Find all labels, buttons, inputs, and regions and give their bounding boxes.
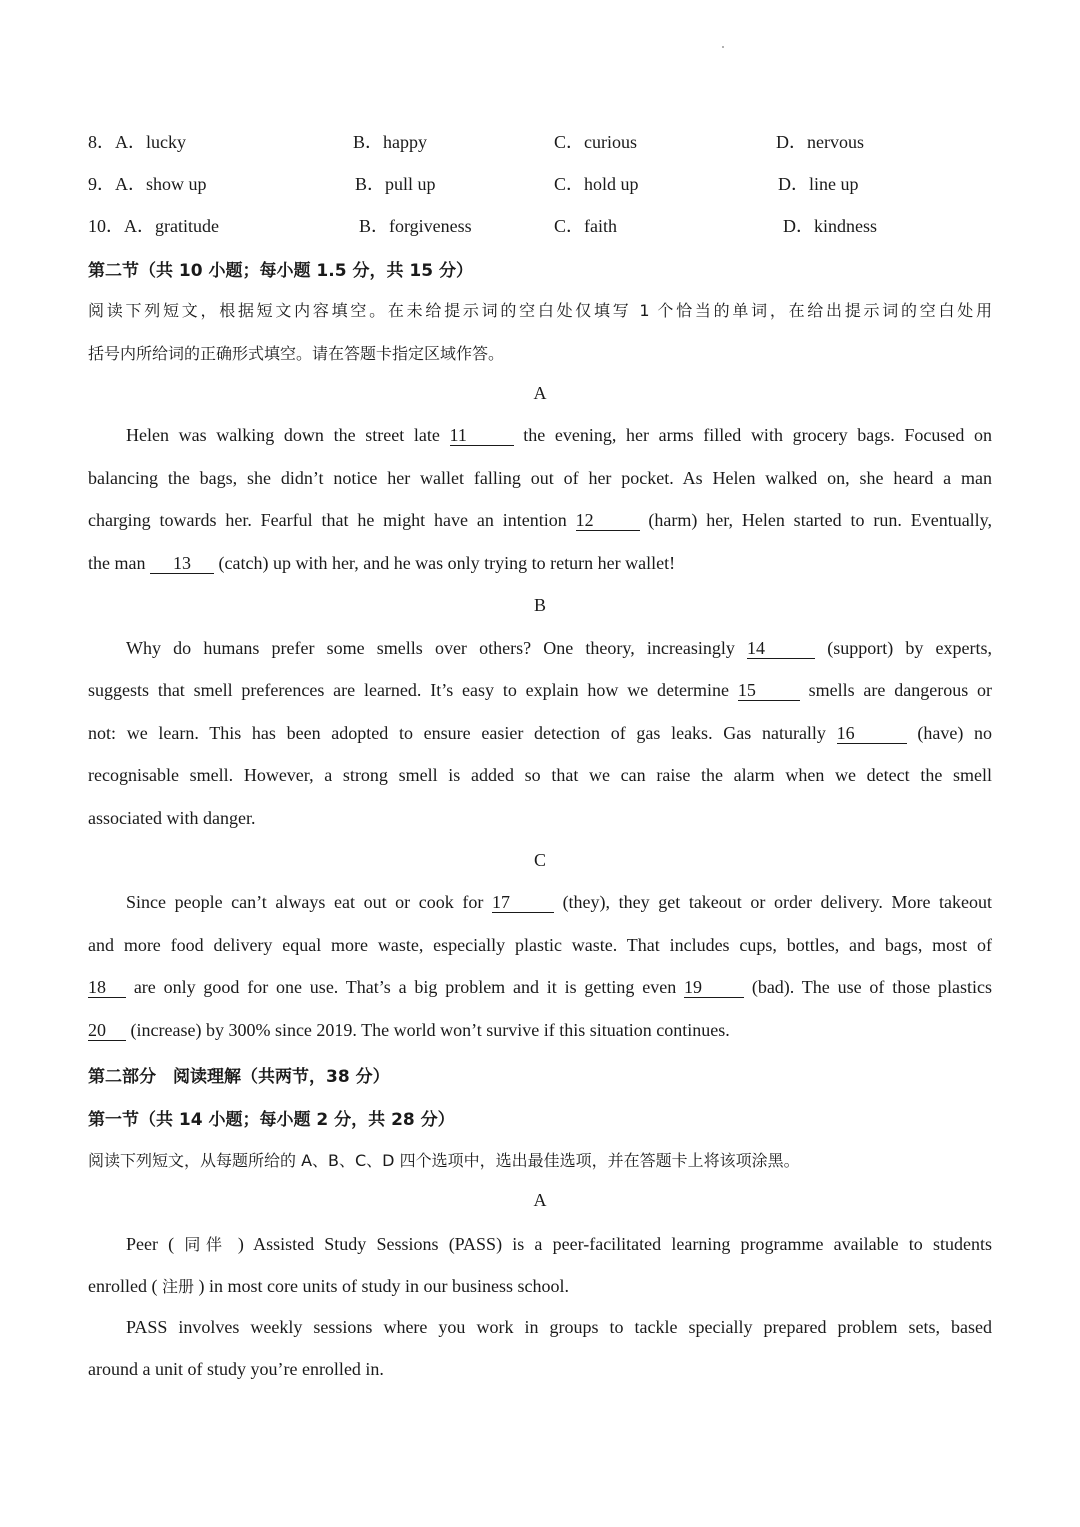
blank-13[interactable]: 13 [150, 554, 214, 574]
q10-option-d[interactable]: D．kindness [783, 216, 877, 236]
passage-a-line2: balancing the bags, she didn’t notice her wallet falling out of her pocket. As Helen walked on, she heard a man [88, 468, 992, 488]
q10-option-b[interactable]: B．forgiveness [359, 216, 472, 236]
q10-option-c[interactable]: C．faith [554, 216, 617, 236]
part2-section1-title: 第一节（共 14 小题；每小题 2 分，共 28 分） [88, 1110, 455, 1130]
blank-14[interactable]: 14 [747, 639, 815, 659]
section2-instruction-line1: 阅读下列短文，根据短文内容填空。在未给提示词的空白处仅填写 1 个恰当的单词，在给出提示词的空白处用 [88, 301, 992, 320]
passage-c-line1 [126, 892, 992, 913]
passage-b-line2 [88, 680, 992, 701]
blank-12[interactable]: 12 [576, 511, 640, 531]
passage-a-label: A [533, 383, 547, 403]
passage-a-text: the man [88, 553, 146, 573]
passage-a-text: charging towards her. Fearful that he might have an intention [88, 510, 567, 530]
reading-a-label: A [533, 1190, 547, 1210]
question-10-options [88, 212, 1008, 242]
page-mark [722, 46, 724, 48]
passage-b-label: B [533, 595, 546, 615]
reading-a-gloss: 同伴 [184, 1235, 228, 1254]
blank-11[interactable]: 11 [450, 426, 514, 446]
passage-b-text: Why do humans prefer some smells over others? One theory, increasingly [126, 638, 735, 658]
q9-option-a[interactable]: 9．A．show up [88, 174, 207, 194]
blank-16[interactable]: 16 [837, 724, 907, 744]
passage-c-text: (increase) by 300% since 2019. The world won’t survive if this situation continues. [130, 1020, 730, 1040]
passage-a-text: (catch) up with her, and he was only trying to return her wallet! [218, 553, 676, 573]
question-9-options [88, 170, 1008, 200]
section2-instruction-line2: 括号内所给词的正确形式填空。请在答题卡指定区域作答。 [88, 344, 505, 363]
part2-instruction: 阅读下列短文，从每题所给的 A、B、C、D 四个选项中，选出最佳选项，并在答题卡上将该项涂黑。 [88, 1151, 800, 1170]
passage-b-text: smells are dangerous or [808, 680, 993, 700]
passage-c-text: Since people can’t always eat out or cook for [126, 892, 484, 912]
q9-option-d[interactable]: D．line up [778, 174, 859, 194]
passage-b-text: suggests that smell preferences are learned. It’s easy to explain how we determine [88, 680, 729, 700]
reading-a-text: Peer ( [126, 1234, 175, 1254]
q8-option-c[interactable]: C．curious [554, 132, 637, 152]
passage-b-text: (support) by experts, [827, 638, 993, 658]
passage-b-line4: recognisable smell. However, a strong smell is added so that we can raise the alarm when we detect the smell [88, 765, 992, 785]
q8-option-b[interactable]: B．happy [353, 132, 427, 152]
passage-b-line1 [126, 638, 992, 659]
reading-a-line3: PASS involves weekly sessions where you work in groups to tackle specially prepared problem sets, based [126, 1317, 992, 1337]
blank-19[interactable]: 19 [684, 978, 744, 998]
passage-a-line4 [88, 553, 675, 574]
reading-a-gloss: 注册 [161, 1277, 194, 1296]
reading-a-line1 [126, 1232, 992, 1255]
passage-c-text: (bad). The use of those plastics [751, 977, 992, 997]
question-8-options [88, 128, 1008, 158]
passage-a-line3 [88, 510, 992, 531]
passage-a-line1 [126, 425, 992, 446]
passage-a-text: the evening, her arms filled with grocery bags. Focused on [523, 425, 993, 445]
reading-a-line2 [88, 1274, 569, 1297]
reading-a-text: ) in most core units of study in our business school. [198, 1276, 569, 1296]
passage-b-text: not: we learn. This has been adopted to ensure easier detection of gas leaks. Gas naturally [88, 723, 826, 743]
passage-b-line3 [88, 723, 992, 744]
q8-option-a[interactable]: 8．A．lucky [88, 132, 186, 152]
reading-a-line4: around a unit of study you’re enrolled in. [88, 1359, 384, 1379]
passage-c-line3 [88, 977, 992, 998]
passage-c-text: are only good for one use. That’s a big problem and it is getting even [133, 977, 677, 997]
passage-c-text: (they), they get takeout or order delivery. More takeout [562, 892, 993, 912]
passage-a-text: (harm) her, Helen started to run. Eventually, [648, 510, 993, 530]
blank-15[interactable]: 15 [738, 681, 800, 701]
q9-option-c[interactable]: C．hold up [554, 174, 639, 194]
q8-option-d[interactable]: D．nervous [776, 132, 864, 152]
blank-17[interactable]: 17 [492, 893, 554, 913]
passage-c-label: C [533, 850, 546, 870]
q10-option-a[interactable]: 10．A．gratitude [88, 216, 219, 236]
part2-title: 第二部分 阅读理解（共两节，38 分） [88, 1067, 390, 1087]
passage-b-line5: associated with danger. [88, 808, 256, 828]
passage-b-text: (have) no [917, 723, 993, 743]
q9-option-b[interactable]: B．pull up [355, 174, 436, 194]
passage-c-line4 [88, 1020, 730, 1041]
blank-20[interactable]: 20 [88, 1021, 126, 1041]
reading-a-text: ) Assisted Study Sessions (PASS) is a peer-facilitated learning programme available to students [237, 1234, 992, 1254]
passage-a-text: Helen was walking down the street late [126, 425, 440, 445]
passage-c-line2: and more food delivery equal more waste, especially plastic waste. That includes cups, bottles, and bags, most of [88, 935, 992, 955]
reading-a-text: enrolled ( [88, 1276, 158, 1296]
blank-18[interactable]: 18 [88, 978, 126, 998]
section2-title: 第二节（共 10 小题；每小题 1.5 分，共 15 分） [88, 261, 473, 281]
